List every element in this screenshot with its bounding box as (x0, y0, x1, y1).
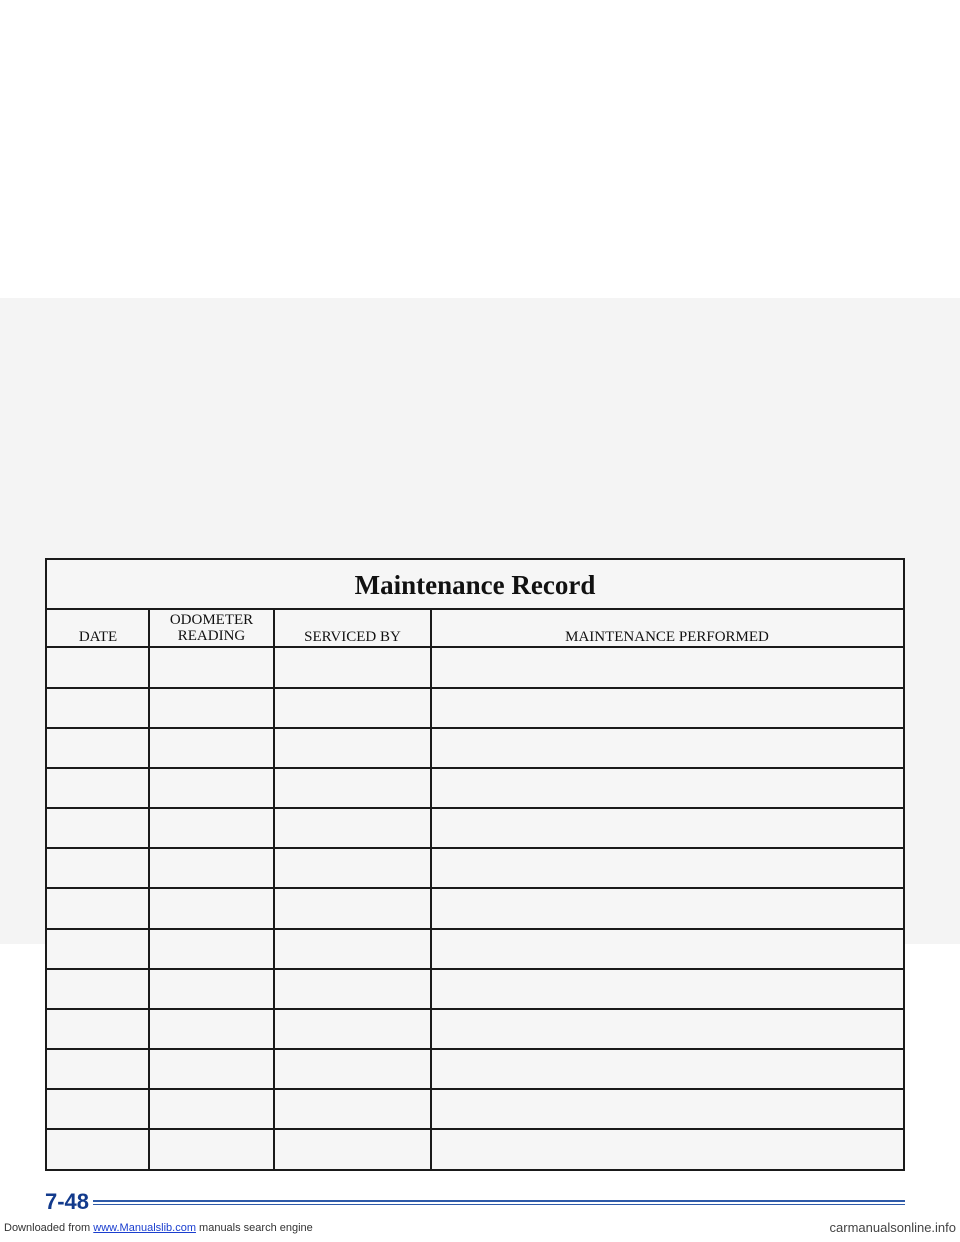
header-odometer-reading (149, 610, 274, 646)
column-divider (148, 610, 150, 1169)
manual-page (0, 298, 960, 1214)
header-maintenance-performed-label: MAINTENANCE PERFORMED (565, 629, 769, 645)
header-maintenance-performed (431, 610, 903, 646)
row-divider (47, 1128, 903, 1130)
footer-rule (93, 1200, 905, 1205)
column-divider (273, 610, 275, 1169)
row-divider (47, 928, 903, 930)
row-divider (47, 727, 903, 729)
watermark-link[interactable]: www.Manualslib.com (93, 1222, 196, 1234)
header-date (47, 610, 149, 646)
watermark-prefix: Downloaded from (4, 1222, 94, 1234)
row-divider (47, 1088, 903, 1090)
row-divider (47, 887, 903, 889)
table-header-row (47, 610, 903, 648)
row-divider (47, 968, 903, 970)
page-number: 7-48 (45, 1189, 90, 1214)
header-odometer-line1: ODOMETER (169, 612, 254, 628)
page-footer (45, 1187, 905, 1217)
site-watermark: carmanualsonline.info (829, 1220, 956, 1235)
header-serviced-by-label: SERVICED BY (304, 629, 401, 645)
column-divider (430, 610, 432, 1169)
row-divider (47, 687, 903, 689)
row-divider (47, 1008, 903, 1010)
row-divider (47, 807, 903, 809)
table-title: Maintenance Record (47, 560, 903, 610)
header-serviced-by (274, 610, 431, 646)
row-divider (47, 767, 903, 769)
row-divider (47, 1048, 903, 1050)
row-divider (47, 847, 903, 849)
watermark-suffix: manuals search engine (195, 1222, 313, 1234)
header-odometer-line2: READING (177, 628, 246, 644)
maintenance-record-table (45, 558, 905, 1171)
header-date-label: DATE (78, 629, 118, 645)
download-watermark (4, 1222, 313, 1234)
